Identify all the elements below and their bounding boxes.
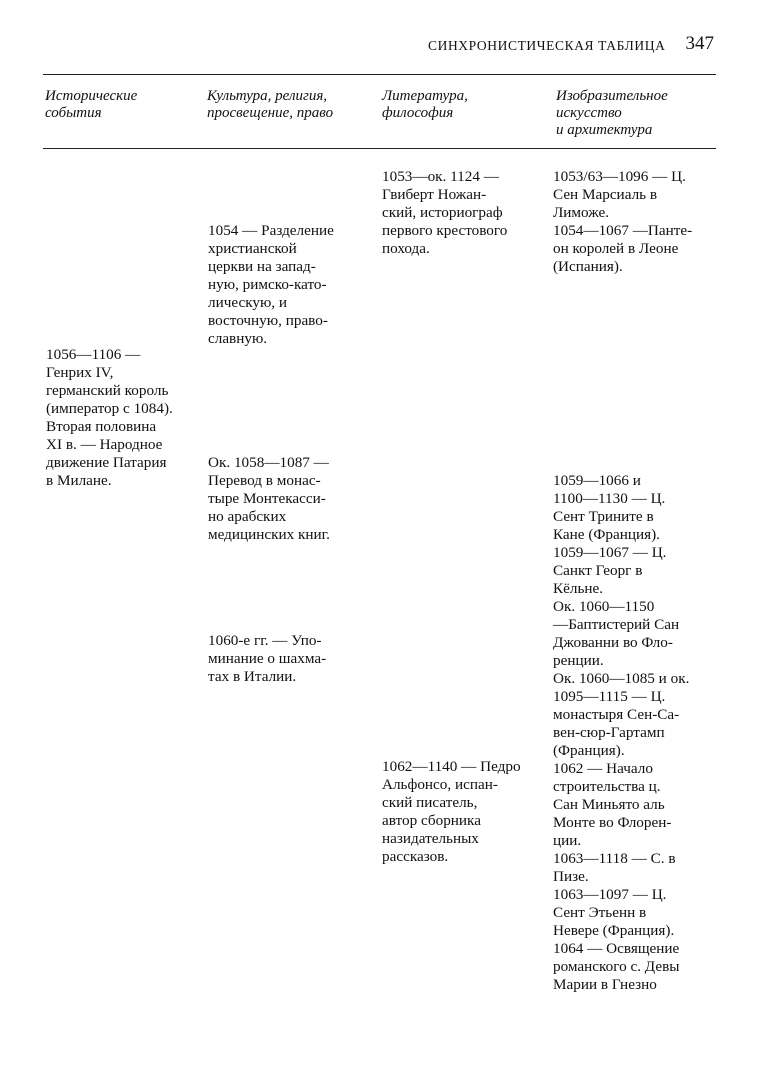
entry-line: христианской bbox=[208, 240, 297, 257]
page-number: 347 bbox=[685, 33, 714, 54]
culture-entry bbox=[208, 632, 326, 686]
entry-line: 1062—1140 — Педро bbox=[382, 758, 521, 775]
entry-line: (император с 1084). bbox=[46, 400, 173, 417]
entry-line: ский писатель, bbox=[382, 794, 478, 811]
literature-entry bbox=[382, 168, 507, 258]
entry-line: славную. bbox=[208, 330, 268, 347]
entry-line: ренции. bbox=[553, 652, 604, 669]
entry-line: Кане (Франция). bbox=[553, 526, 660, 543]
column-header-line: Изобразительное bbox=[556, 88, 668, 104]
entry-line: Пизе. bbox=[553, 868, 589, 885]
literature-entry bbox=[382, 758, 521, 866]
entry-line: 1054—1067 —Панте- bbox=[553, 222, 693, 239]
entry-line: лическую, и bbox=[208, 294, 288, 311]
running-head-title: СИНХРОНИСТИЧЕСКАЯ ТАБЛИЦА bbox=[428, 38, 666, 53]
entry-line: ную, римско-като- bbox=[208, 276, 327, 293]
entry-line: 1095—1115 — Ц. bbox=[553, 688, 666, 705]
entry-line: Невере (Франция). bbox=[553, 922, 675, 939]
history-entry bbox=[46, 346, 173, 490]
entry-line: Вторая половина bbox=[46, 418, 157, 435]
column-header-history bbox=[45, 88, 137, 122]
entry-line: Перевод в монас- bbox=[208, 472, 321, 489]
entry-line: монастыря Сен-Са- bbox=[553, 706, 680, 723]
running-head bbox=[428, 34, 718, 58]
table-header-rule bbox=[43, 148, 716, 149]
entry-line: Санкт Георг в bbox=[553, 562, 643, 579]
entry-line: он королей в Леоне bbox=[553, 240, 679, 257]
entry-line: Сент Этьенн в bbox=[553, 904, 647, 921]
entry-line: похода. bbox=[382, 240, 430, 257]
entry-line: ский, историограф bbox=[382, 204, 503, 221]
entry-line: ции. bbox=[553, 832, 582, 849]
entry-line: минание о шахма- bbox=[208, 650, 327, 667]
entry-line: но арабских bbox=[208, 508, 287, 525]
entry-line: 1063—1097 — Ц. bbox=[553, 886, 667, 903]
column-header-line: просвещение, право bbox=[207, 105, 334, 121]
entry-line: медицинских книг. bbox=[208, 526, 330, 543]
column-header-line: и архитектура bbox=[556, 122, 653, 138]
column-header-line: философия bbox=[382, 105, 454, 121]
table-top-rule bbox=[43, 74, 716, 75]
entry-line: Сент Тринитe в bbox=[553, 508, 654, 525]
entry-line: (Франция). bbox=[553, 742, 625, 759]
entry-line: рассказов. bbox=[382, 848, 449, 865]
entry-line: строительства ц. bbox=[553, 778, 661, 795]
entry-line: романского с. Девы bbox=[553, 958, 680, 975]
entry-line: назидательных bbox=[382, 830, 479, 847]
entry-line: 1054 — Разделение bbox=[208, 222, 334, 239]
entry-line: 1053/63—1096 — Ц. bbox=[553, 168, 686, 185]
entry-line: 1059—1066 и bbox=[553, 472, 641, 489]
entry-line: Альфонсо, испан- bbox=[382, 776, 498, 793]
entry-line: Монте во Флорен- bbox=[553, 814, 672, 831]
entry-line: тах в Италии. bbox=[208, 668, 297, 685]
entry-line: —Баптистерий Сан bbox=[553, 616, 680, 633]
entry-line: 1059—1067 — Ц. bbox=[553, 544, 667, 561]
entry-line: Ок. 1060—1085 и ок. bbox=[553, 670, 690, 687]
entry-line: Лиможе. bbox=[553, 204, 610, 221]
column-header-line: Исторические bbox=[45, 88, 138, 104]
column-header-line: события bbox=[45, 105, 102, 121]
entry-line: Марии в Гнезно bbox=[553, 976, 657, 993]
entry-line: 1060-е гг. — Упо- bbox=[208, 632, 322, 649]
art-entry bbox=[553, 472, 689, 994]
entry-line: Генрих IV, bbox=[46, 364, 114, 381]
entry-line: восточную, право- bbox=[208, 312, 328, 329]
column-header-line: искусство bbox=[556, 105, 622, 121]
entry-line: 1062 — Начало bbox=[553, 760, 653, 777]
entry-line: тыре Монтекасси- bbox=[208, 490, 326, 507]
column-header-art bbox=[556, 88, 668, 139]
entry-line: Сан Миньято аль bbox=[553, 796, 665, 813]
entry-line: Ок. 1060—1150 bbox=[553, 598, 655, 615]
entry-line: (Испания). bbox=[553, 258, 623, 275]
entry-line: 1063—1118 — С. в bbox=[553, 850, 676, 867]
culture-entry bbox=[208, 222, 334, 348]
entry-line: XI в. — Народное bbox=[46, 436, 163, 453]
entry-line: движение Патария bbox=[46, 454, 167, 471]
column-header-culture bbox=[207, 88, 333, 122]
column-header-line: Литература, bbox=[382, 88, 468, 104]
entry-line: 1056—1106 — bbox=[46, 346, 141, 363]
entry-line: автор сборника bbox=[382, 812, 481, 829]
entry-line: германский король bbox=[46, 382, 169, 399]
entry-line: Сен Марсиаль в bbox=[553, 186, 658, 203]
entry-line: Гвиберт Ножан- bbox=[382, 186, 487, 203]
entry-line: церкви на запад- bbox=[208, 258, 316, 275]
entry-line: 1053—ок. 1124 — bbox=[382, 168, 499, 185]
entry-line: Джованни во Фло- bbox=[553, 634, 673, 651]
art-entry bbox=[553, 168, 692, 276]
entry-line: первого крестового bbox=[382, 222, 508, 239]
culture-entry bbox=[208, 454, 330, 544]
entry-line: 1100—1130 — Ц. bbox=[553, 490, 666, 507]
entry-line: в Милане. bbox=[46, 472, 112, 489]
entry-line: 1064 — Освящение bbox=[553, 940, 680, 957]
column-header-literature bbox=[382, 88, 468, 122]
column-header-line: Культура, религия, bbox=[207, 88, 328, 104]
entry-line: Ок. 1058—1087 — bbox=[208, 454, 329, 471]
entry-line: вен-сюр-Гартамп bbox=[553, 724, 665, 741]
entry-line: Кёльне. bbox=[553, 580, 604, 597]
